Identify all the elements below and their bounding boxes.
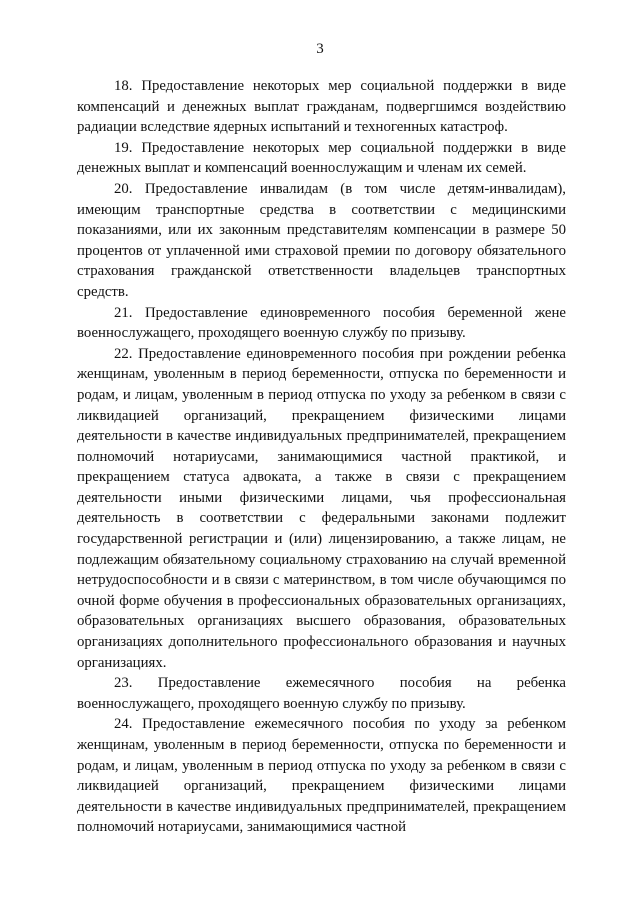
paragraph-item-24: 24. Предоставление ежемесячного пособия по уходу за ребенком женщинам, уволенным в период беременности, отпуска по беременности и родам, и лицам, уволенным в период отпуска по уходу за ребенком в связи с ликвидацией организаций, прекращением физическими лицами деятельности в качестве индивидуальных предпринимателей, прекращением полномочий нотариусами, занимающимися частной [77, 716, 566, 836]
paragraph-item-19: 19. Предоставление некоторых мер социальной поддержки в виде денежных выплат и компенсаций военнослужащим и членам их семей. [77, 139, 566, 177]
paragraph-item-21: 21. Предоставление единовременного пособия беременной жене военнослужащего, проходящего военную службу по призыву. [77, 304, 566, 342]
paragraph-item-23: 23. Предоставление ежемесячного пособия на ребенка военнослужащего, проходящего военную службу по призыву. [77, 675, 566, 712]
paragraph-item-22: 22. Предоставление единовременного пособия при рождении ребенка женщинам, уволенным в период беременности, отпуска по беременности и родам, и лицам, уволенным в период отпуска по уходу за ребенком в связи с ликвидацией организаций, прекращением физическими лицами деятельности в качестве индивидуальных предпринимателей, прекращением полномочий нотариусами, занимающимися частной практикой, и прекращением статуса адвоката, а также в связи с прекращением деятельности иными физическими лицами, чья профессиональная деятельность в соответствии с федеральными законами подлежит государственной регистрации и (или) лицензированию, а также лицам, не подлежащим обязательному социальному страхованию на случай временной нетрудоспособности и в связи с материнством, в том числе обучающимся по очной форме обучения в профессиональных образовательных организациях, образовательных организациях высшего образования, образовательных организациях дополнительного профессионального образования и научных организациях. [77, 345, 566, 671]
paragraph-item-20: 20. Предоставление инвалидам (в том числе детям-инвалидам), имеющим транспортные средства в соответствии с медицинскими показаниями, или их законным представителям компенсации в размере 50 процентов от уплаченной ими страховой премии по договору обязательного страхования гражданской ответственности владельцев транспортных средств. [77, 180, 566, 300]
document-body [77, 76, 566, 838]
paragraph-item-18: 18. Предоставление некоторых мер социальной поддержки в виде компенсаций и денежных выплат гражданам, подвергшимся воздействию радиации вследствие ядерных испытаний и техногенных катастроф. [77, 78, 566, 136]
page-number: 3 [316, 41, 324, 57]
